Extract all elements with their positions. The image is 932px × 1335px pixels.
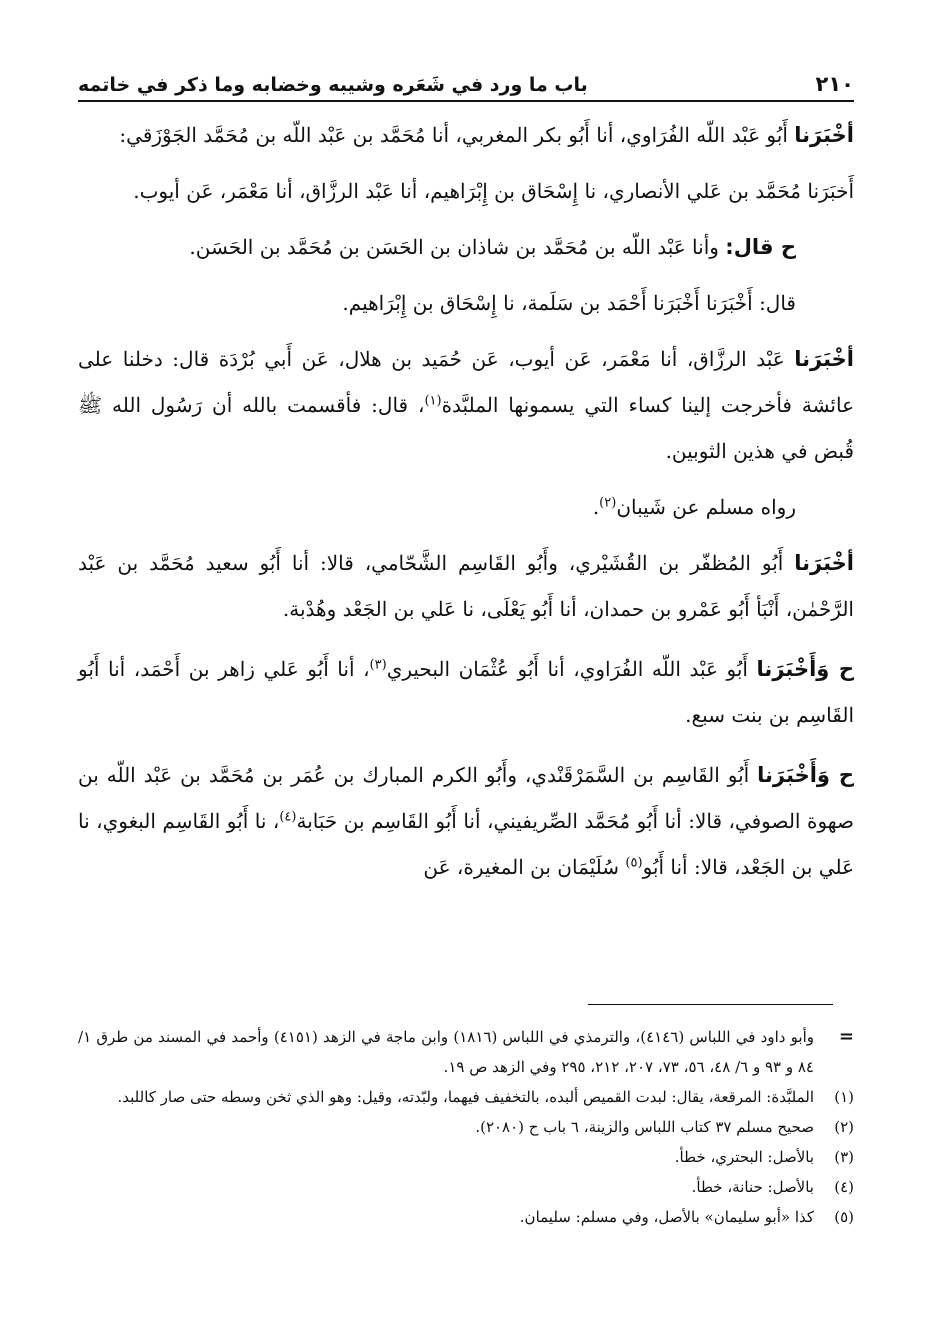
paragraph-8 <box>78 646 854 738</box>
footnote-text: صحيح مسلم ٣٧ كتاب اللباس والزينة، ٦ باب ح (٢٠٨٠). <box>475 1118 814 1136</box>
paragraph-7 <box>78 540 854 632</box>
paragraph-text: عَبْد الرزَّاق، أنا مَعْمَر، عَن أيوب، عَن حُمَيد بن هلال، عَن أَبي بُرْدَة قال: دخلنا على عائشة فأخرجت إلينا كساء التي يسمونها الملبَّدة <box>78 347 855 417</box>
paragraph-2 <box>78 168 854 214</box>
page-number: ٢١٠ <box>815 72 854 96</box>
footnote-number: (١) <box>834 1088 854 1106</box>
footnote-number: (٤) <box>834 1178 854 1196</box>
footnote-number: (٥) <box>834 1208 854 1226</box>
footnote-divider <box>588 1004 833 1005</box>
footnote-continuation <box>78 1022 854 1082</box>
footnote-5 <box>78 1202 854 1232</box>
paragraph-text: ، قال: فأقسمت بالله أن رَسُول الله ﷺ قُبض في هذين الثوبين. <box>78 393 854 463</box>
paragraph-text: أَبُو عَبْد اللّه الفُرَاوي، أنا أَبُو بكر المغربي، أنا مُحَمَّد بن عَبْد اللّه بن مُحَمَّد الجَوْزَقي: <box>119 123 795 147</box>
paragraph-text: أَخبَرَنا مُحَمَّد بن عَلي الأنصاري، نا إِسْحَاق بن إِبْرَاهيم، أنا عَبْد الرزَّاق، أنا مَعْمَر، عَن أيوب. <box>133 179 854 203</box>
footnotes <box>78 1022 854 1232</box>
paragraph-1 <box>78 112 854 158</box>
paragraph-9 <box>78 752 854 890</box>
chapter-title: باب ما ورد في شَعَره وشيبه وخضابه وما ذكر في خاتمه <box>78 74 588 96</box>
footnote-text: وأبو داود في اللباس (٤١٤٦)، والترمذي في اللباس (١٨١٦) وابن ماجة في الزهد (٤١٥١) وأحمد في المسند من طرق ١/ ٨٤ و ٩٣ و ٦/ ٤٨، ٥٦، ٧٣، ٢٠٧، ٢١٢، ٢٩٥ وفي الزهد ص ١٩. <box>78 1028 814 1076</box>
paragraph-text: أَبُو القَاسِم بن السَّمَرْقَنْدي، وأَبُو الكرم المبارك بن عُمَر بن مُحَمَّد بن عَبْد اللّه بن صهوة الصوفي، قالا: أنا أَبُو مُحَمَّد الصِّريفيني، أنا أَبُو القَاسِم بن حَبَابة <box>78 763 854 833</box>
footnote-number: (٣) <box>834 1148 854 1166</box>
footnote-ref-5: (٥) <box>625 855 643 871</box>
paragraph-text: رواه مسلم عن شَيبان <box>616 495 796 519</box>
paragraph-text: سُلَيْمَان بن المغيرة، عَن <box>423 855 626 879</box>
lead-word: أخْبَرَنا <box>794 347 854 371</box>
lead-word: أخْبَرَنا <box>794 123 854 147</box>
page-header <box>78 56 854 102</box>
footnote-text: بالأصل: البحتري، خطأ. <box>674 1148 814 1166</box>
footnote-4 <box>78 1172 854 1202</box>
paragraph-text: ، أنا أَبُو عَلي زاهر بن أَحْمَد، أنا أَبُو القَاسِم بن بنت سبع. <box>78 657 854 727</box>
lead-word: ح وَأَخْبَرَنا <box>756 657 854 681</box>
footnote-text: بالأصل: حنانة، خطأ. <box>691 1178 814 1196</box>
paragraph-text: ، نا أَبُو القَاسِم البغوي، نا عَلي بن الجَعْد، قالا: أنا أَبُو <box>78 809 854 879</box>
footnote-ref-1: (١) <box>424 393 442 409</box>
footnote-3 <box>78 1142 854 1172</box>
paragraph-text: قال: أَخْبَرَنا أَخْبَرَنا أَحْمَد بن سَلَمة، نا إِسْحَاق بن إِبْرَاهيم. <box>342 291 796 315</box>
paragraph-6 <box>78 484 854 530</box>
paragraph-4 <box>78 280 854 326</box>
lead-word: أخْبَرَنا <box>794 551 854 575</box>
footnote-ref-2: (٢) <box>599 495 617 511</box>
lead-word: ح قال: <box>725 235 796 259</box>
footnote-2 <box>78 1112 854 1142</box>
footnote-text: كذا «أبو سليمان» بالأصل، وفي مسلم: سليمان. <box>519 1208 814 1226</box>
paragraph-5 <box>78 336 854 474</box>
footnote-text: الملبَّدة: المرقعة، يقال: لبدت القميص ألبده، بالتخفيف فيهما، ولبّدته، وقيل: وهو الذي ثخن وسطه حتى صار كاللبد. <box>117 1088 814 1106</box>
footnote-number: (٢) <box>834 1118 854 1136</box>
continuation-marker: = <box>838 1026 854 1047</box>
paragraph-text: أَبُو عَبْد اللّه الفُرَاوي، أنا أَبُو عُثْمَان البحيري <box>386 657 757 681</box>
main-text <box>78 112 854 900</box>
footnote-ref-4: (٤) <box>279 809 297 825</box>
paragraph-text: . <box>592 495 600 519</box>
paragraph-text: أَبُو المُظفّر بن القُشَيْري، وأَبُو القَاسِم الشَّحّامي، قالا: أنا أَبُو سعيد مُحَمَّد بن عَبْد الرَّحْمٰن، أَنْبَأ أَبُو عَمْرو بن حمدان، أنا أَبُو يَعْلَى، نا عَلي بن الجَعْد وهُدْبة. <box>78 551 854 621</box>
lead-word: ح وَأَخْبَرَنا <box>757 763 854 787</box>
footnote-ref-3: (٣) <box>369 657 387 673</box>
paragraph-text: وأنا عَبْد اللّه بن مُحَمَّد بن شاذان بن الحَسَن بن مُحَمَّد بن الحَسَن. <box>189 235 726 259</box>
footnote-1 <box>78 1082 854 1112</box>
paragraph-3 <box>78 224 854 270</box>
